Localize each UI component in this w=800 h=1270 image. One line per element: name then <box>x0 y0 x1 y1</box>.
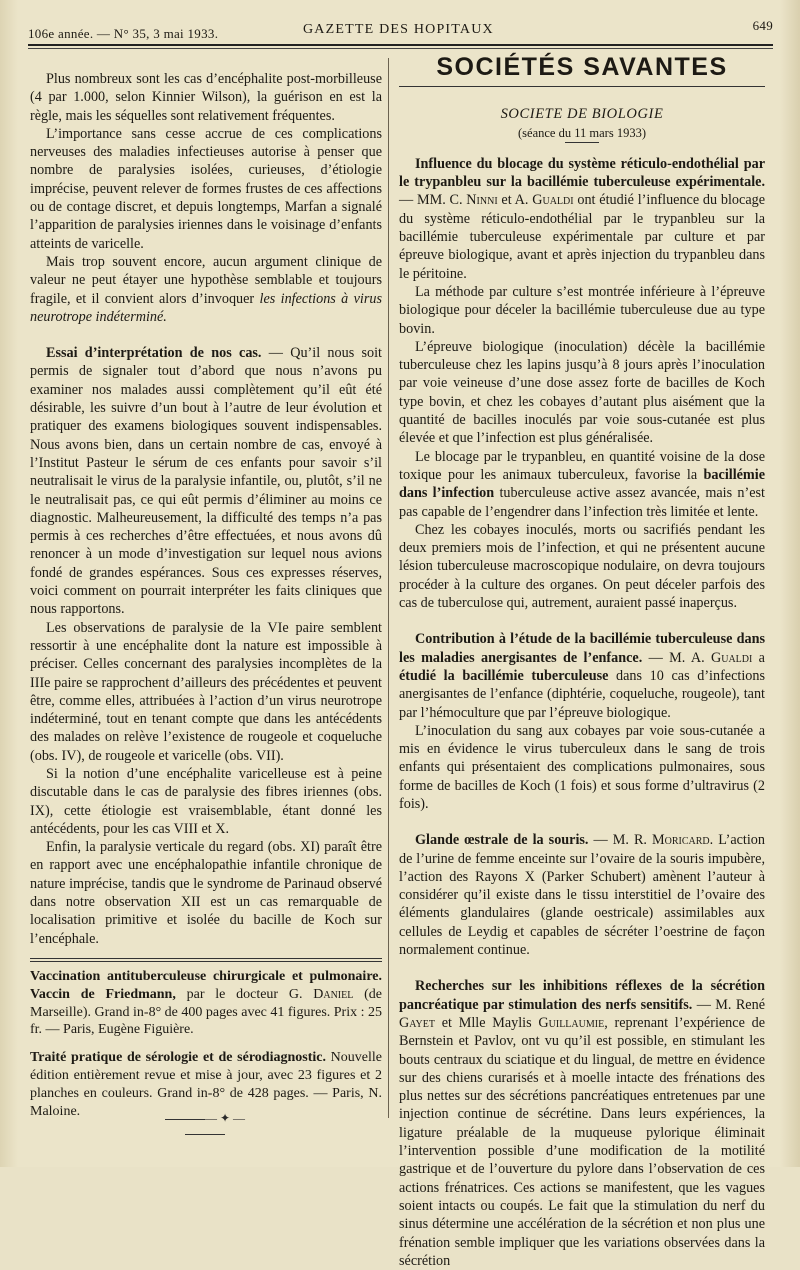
paragraph-text: — M. R. <box>588 832 653 849</box>
article-heading: Recherches sur les inhibitions réflexes de la sécrétion pancréatique par stimulation des nerfs sensitifs. <box>399 978 765 1013</box>
section-rule <box>399 86 765 87</box>
ornament-glyph: — ✦ — <box>204 1111 246 1125</box>
italic-phrase: les infections à virus neurotrope indéterminé. <box>30 290 382 325</box>
article-heading: Contribution à l’étude de la bacillémie tuberculeuse dans les maladies anergisantes de l’enfance. <box>399 631 765 666</box>
paragraph: L’importance sans cesse accrue de ces complications nerveuses des maladies infectieuses autorise à penser que nombre de paralysies isolées, curieuses, d’étiologie imprécise, peuvent relever de formes frustes de ces affections ou de contage discret, et depuis longtemps, Marfan a signalé l’apparition de paralysies iriennes dans le voisinage d’enfants atteints de varicelle. <box>30 125 382 252</box>
left-column <box>30 70 382 948</box>
paragraph: Les observations de paralysie de la VIe paire semblent ressortir à une encéphalite dont la nature est impossible à préciser. Celles concernant des paralysies incomplètes de la IIIe paire se rapprochent d’ailleurs des précédentes et peuvent être, comme elles, attribuées à l’action d’un virus neurotrope indéterminé, tout en tenant compte que dans les antécédents des malades on relève l’existence de rougeole et coqueluche (obs. IV), de rougeole et varicelle (obs. VII). <box>30 619 382 764</box>
book-notice <box>30 968 382 1039</box>
author-name: Gualdi <box>710 649 753 666</box>
paragraph: Plus nombreux sont les cas d’encéphalite post-morbilleuse (4 par 1.000, selon Kinnier Wilson), la guérison en est la règle, mais les séquelles sont relativement fréquentes. <box>30 71 382 124</box>
session-date: (séance du 11 mars 1933) <box>518 125 646 140</box>
paragraph: Chez les cobayes inoculés, morts ou sacrifiés pendant les deux premiers mois de l’infection, et qui ne présentent aucune lésion tuberculeuse macroscopique nodulaire, on devra toujours procéder à la culture des organes. On peut déceler parfois des cas de tuberculose qui, autrement, auraient passé inaperçus. <box>399 521 765 612</box>
article-heading: Glande œstrale de la souris. <box>415 832 589 849</box>
book-notices <box>30 968 382 1130</box>
paragraph-text: et Mlle Maylis <box>435 1014 539 1031</box>
paragraph: Si la notion d’une encéphalite varicelleuse est à peine discutable dans le cas de paralysie des fibres iriennes (obs. IX), cette étiologie est vraisemblable, étant donné les antécédents, pour les cas VIII et X. <box>30 765 382 837</box>
paragraph-text: tuberculeuse active assez avancée, mais n’est pas capable de l’engendrer dans l’infection très limitée et lente. <box>399 485 765 520</box>
paragraph-text: dans 10 cas d’infections anergisantes de l’enfance (diphtérie, coqueluche, rougeole), tant par l’hémoculture que par l’épreuve biologique. <box>399 667 765 721</box>
books-rule <box>30 958 382 959</box>
book-title: Traité pratique de sérologie et de sérodiagnostic. <box>30 1050 326 1066</box>
paragraph-text: — M. A. <box>642 649 711 666</box>
paragraph-text: et A. <box>497 192 533 209</box>
paragraph <box>399 155 765 283</box>
book-text: (de Marseille). Grand in-8° de 400 pages avec 41 figures. Prix : 25 fr. — Paris, Eugène Figuière. <box>30 986 383 1038</box>
bold-phrase: bacillémie dans l’infection <box>399 466 765 502</box>
paragraph-text: , reprenant l’expérience de Bernstein et Pavlov, ont vu qu’il est possible, en stimulant les bouts centraux du sciatique et du lingual, de mettre en évidence sur des chiens curarisés et à moelle intacte des frénations des plus nettes sur des sécrétions pancréatiques entretenues par une injection continue de sécrétine. Dans leurs expériences, la ligature préalable de la muqueuse pylorique éliminait l’intervention possible d’une modification de la motilité gastrique et de l’ouverture du pylore dans l’observation de ces actions frénatrices. Ces actions se manifestent, que les vagues soient intacts ou coupés. Le fait que la stimulation du nerf du sinus détermine une accélération de la sécrétion et non plus une frénation semble impliquer que les variations observées dans la sécrétion <box>399 1014 765 1269</box>
paragraph <box>30 344 382 618</box>
book-notice <box>30 1049 382 1120</box>
author-name: Guillaumie <box>538 1014 605 1031</box>
paragraph-text: . L’action de l’urine de femme enceinte sur l’ovaire de la souris impubère, l’action des Rayons X (Parker Schubert) amènent l’auteur à considérer qu’il existe dans le tissu interstitiel de l’ovaire des éléments glandulaires (glande oestricale) assimilables aux cellules de Leydig et capables de sécréter l’oestrine de façon normalement continue. <box>399 832 765 959</box>
right-column <box>399 53 766 1270</box>
column-divider <box>388 58 389 1118</box>
ornament <box>150 1111 260 1141</box>
paragraph-text: ont étudié l’influence du blocage du système réticulo-endothélial par le trypanbleu sur la bacillémie tuberculeuse expérimentale par culture et par épreuve biologique, avant et après injection du trypanbleu dans le péritoine. <box>399 192 766 282</box>
issue-info: 106e année. — N° 35, 3 mai 1933. <box>28 26 219 41</box>
book-text: Nouvelle édition entièrement revue et mise à jour, avec 23 figures et 2 planches en couleurs. Grand in-8° de 428 pages. — Paris, N. Maloine. <box>30 1050 382 1119</box>
paragraph-text: Le blocage par le trypanbleu, en quantité voisine de la dose toxique pour les animaux tuberculeux, favorise la <box>399 448 765 483</box>
paragraph-text: — Qu’il nous soit permis de signaler tout d’abord que nous n’avons pu examiner nos malades aussi complètement qu’il eût été désirable, les suivre d’un bout à l’autre de leur évolution et pratiquer des examens biologiques souvent indispensables. Nous avons bien, dans un certain nombre de cas, envoyé à l’Institut Pasteur le sérum de ces enfants pour savoir s’il neutralisait le virus de la paralysie infantile, ou, plutôt, s’il ne le neutralisait pas, ce qui eût permis d’éliminer au moins ce diagnostic. Malheureusement, la difficulté des temps n’a pas permis à ces recherches d’être effectuées, et nous avons dû renoncer à un mode d’investigation sur lequel nous avions fondé de grandes espérances. Sous ces expresses réserves, voici comment on pourrait interpréter les faits cliniques que nous rapportons. <box>30 345 382 618</box>
books-rule-thin <box>30 961 382 962</box>
author-name: Moricard <box>652 832 710 849</box>
paragraph <box>399 977 765 1270</box>
paragraph: Enfin, la paralysie verticale du regard (obs. XI) paraît être en rapport avec une encéphalopathie infantile chronique de nature imprécise, tandis que le syndrome de Parinaud observé dans notre observation XII est un cas remarquable de localisation primitive et isolée du bacille de Koch sur l’encéphale. <box>30 839 382 947</box>
ornament-line <box>185 1134 225 1135</box>
subsection-heading: Essai d’interprétation de nos cas. <box>46 345 262 362</box>
book-title: Vaccination antituberculeuse chirurgicale et pulmonaire. Vaccin de Friedmann, <box>30 969 382 1002</box>
bold-phrase: étudié la bacillémie tuberculeuse <box>399 667 609 684</box>
short-rule <box>565 142 599 143</box>
article-heading: Influence du blocage du système réticulo-endothélial par le trypanbleu sur la bacillémie tuberculeuse expérimentale. <box>399 155 765 191</box>
ornament-line <box>165 1119 205 1120</box>
paragraph: L’épreuve biologique (inoculation) décèle la bacillémie tuberculeuse chez les lapins jusqu’à 8 jours après l’inoculation par voie veineuse d’une dose assez forte de bacilles de Koch type bovin, et chez les cobayes d’autant plus aisément que la quantité de bacilles inoculés par voie sous-cutanée est plus élevée et que l’infection est plus généralisée. <box>399 338 765 447</box>
paragraph-text: — M. René <box>692 996 765 1013</box>
section-title: SOCIÉTÉS SAVANTES <box>436 53 728 81</box>
journal-title: GAZETTE DES HOPITAUX <box>303 22 494 37</box>
author-name: Gualdi <box>532 192 574 209</box>
paragraph <box>399 630 765 721</box>
paragraph-text: — MM. C. <box>399 192 467 209</box>
page-number: 649 <box>752 18 773 33</box>
paragraph: La méthode par culture s’est montrée inférieure à l’épreuve biologique pour déceler la bacillémie tuberculeuse due au type bovin. <box>399 283 765 337</box>
header-rule-thin <box>28 48 773 49</box>
paragraph-text: a <box>752 649 765 666</box>
paragraph-text: Mais trop souvent encore, aucun argument clinique de valeur ne peut étayer une hypothèse semblable et toujours fragile, et il convient alors d’invoquer <box>30 253 382 307</box>
author-name: Ninni <box>466 192 498 209</box>
society-name: SOCIETE DE BIOLOGIE <box>500 106 664 123</box>
header-rule <box>28 44 773 46</box>
paragraph: L’inoculation du sang aux cobayes par voie sous-cutanée a mis en évidence le virus tuberculeux dans le sang de trois enfants qui présentaient des complications pulmonaires, sous forme de bacilles de Koch (1 fois) et sous forme d’ultravirus (2 fois). <box>399 722 765 812</box>
book-author: Daniel <box>313 986 354 1002</box>
author-name: Gayet <box>399 1014 435 1031</box>
paragraph <box>399 831 765 959</box>
paragraph <box>399 448 765 521</box>
page-header <box>28 18 773 46</box>
book-text: par le docteur G. <box>175 986 314 1002</box>
paragraph <box>30 253 382 326</box>
